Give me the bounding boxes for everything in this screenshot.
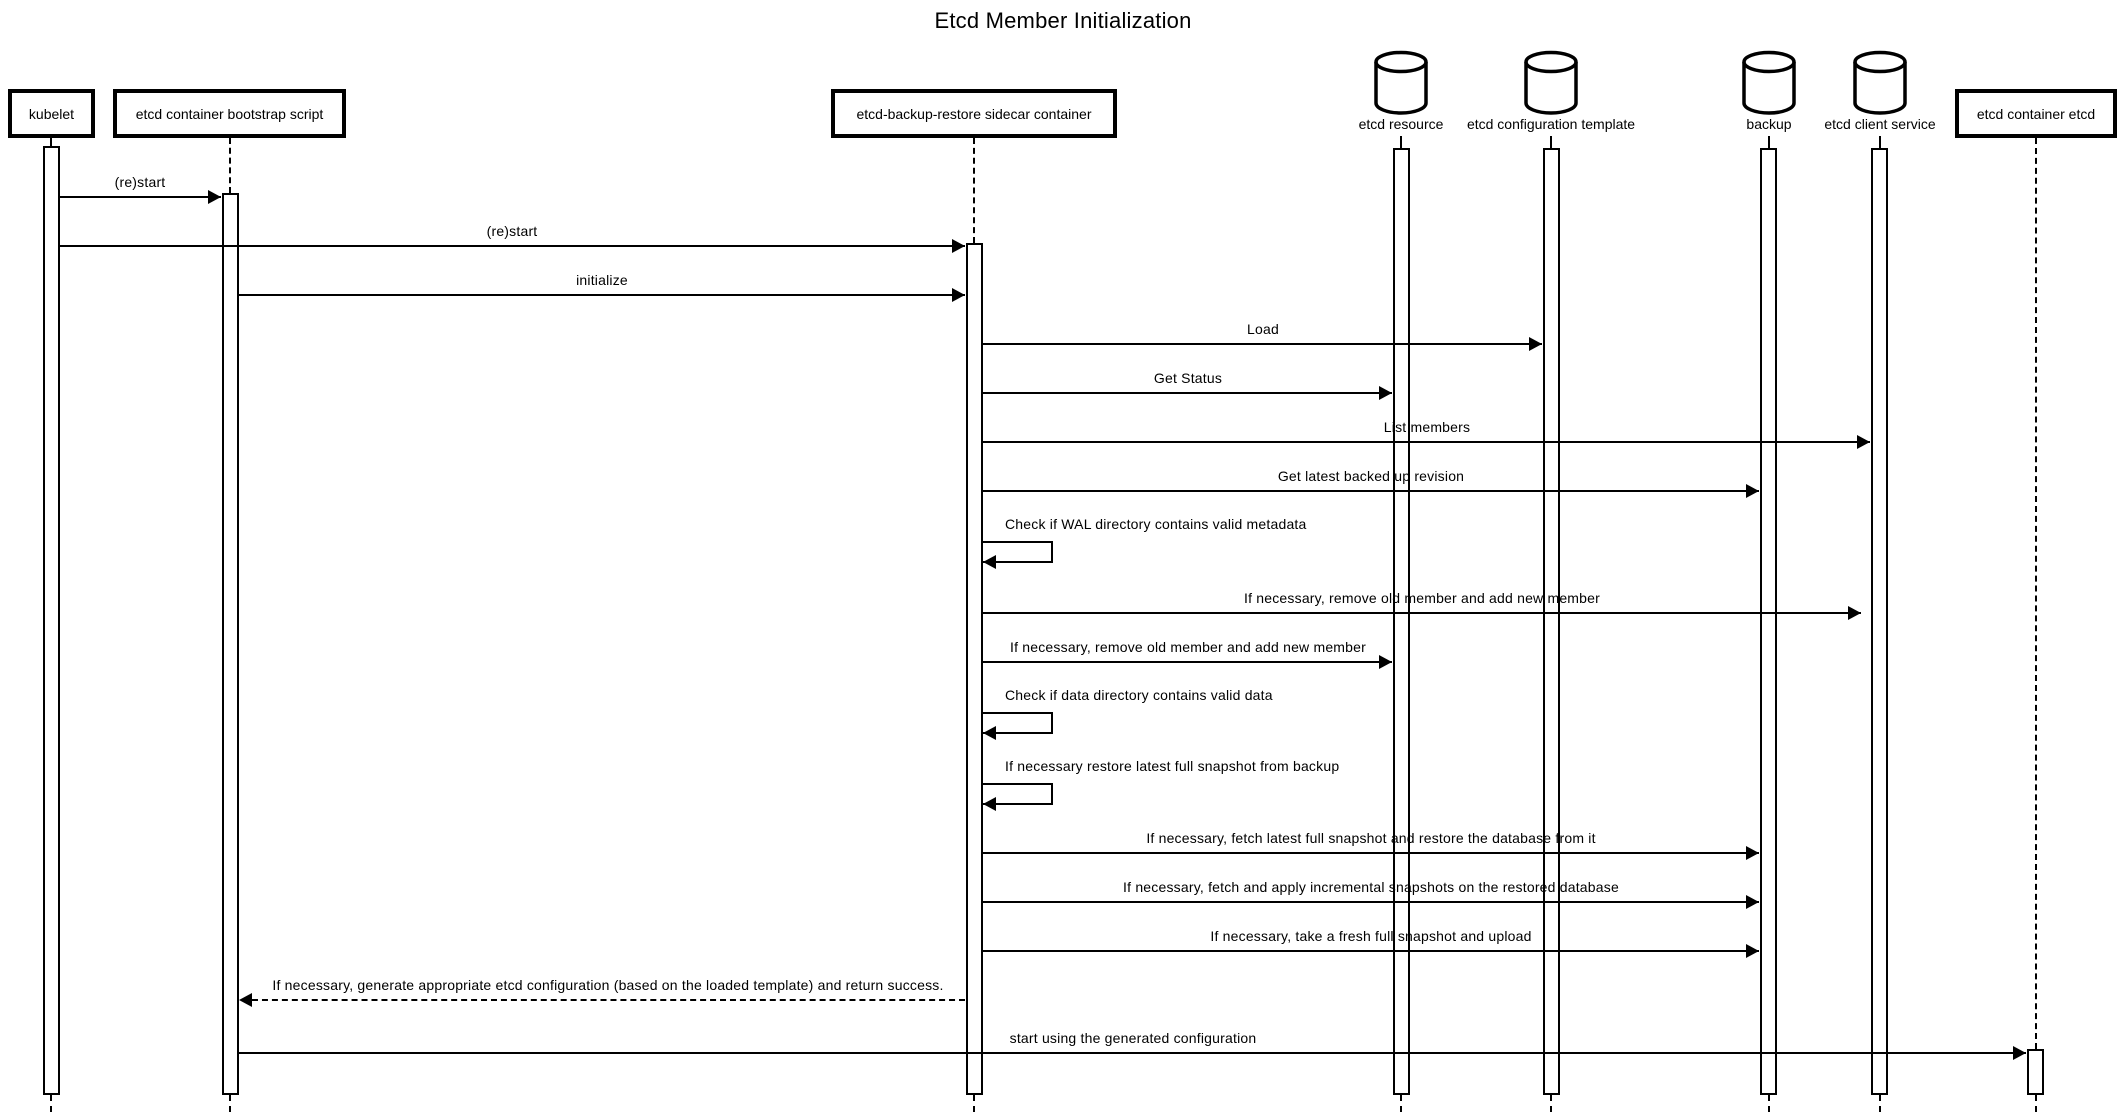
msg-get-latest-revision-arrowhead-icon xyxy=(1746,484,1759,498)
kubelet-activation-bar xyxy=(43,146,60,1095)
msg-start-using-configuration-label: start using the generated configuration xyxy=(1009,1030,1257,1046)
msg-generate-configuration-arrowhead-icon xyxy=(239,993,252,1007)
etcd-container-etcd-lifeline-end xyxy=(2035,1095,2037,1112)
msg-restart-sidecar-arrowhead-icon xyxy=(952,239,965,253)
msg-remove-add-member-resource-line xyxy=(983,661,1392,663)
participant-etcd-container-etcd-label: etcd container etcd xyxy=(1976,105,2096,122)
participant-backup-label: backup xyxy=(1746,116,1792,132)
msg-remove-add-member-resource-label: If necessary, remove old member and add new member xyxy=(1009,639,1367,655)
participant-etcd-container-etcd xyxy=(1955,89,2117,138)
msg-remove-add-member-resource-arrowhead-icon xyxy=(1379,655,1392,669)
sidecar-lifeline-end xyxy=(973,1095,975,1112)
msg-initialize-line xyxy=(239,294,965,296)
msg-get-latest-revision-line xyxy=(983,490,1759,492)
participant-sidecar-container-label: etcd-backup-restore sidecar container xyxy=(856,105,1092,122)
kubelet-lifeline-end xyxy=(50,1095,52,1112)
participant-bootstrap-script-label: etcd container bootstrap script xyxy=(135,105,324,122)
participant-kubelet-label: kubelet xyxy=(28,105,75,122)
msg-get-latest-revision-label: Get latest backed up revision xyxy=(1277,468,1465,484)
msg-apply-incremental-snapshots-label: If necessary, fetch and apply incremental snapshots on the restored database xyxy=(1123,879,1619,895)
msg-load-line xyxy=(983,343,1542,345)
etcd-resource-lifeline xyxy=(1400,136,1402,148)
msg-check-data-directory-label: Check if data directory contains valid data xyxy=(1005,687,1273,703)
etcd-config-template-lifeline xyxy=(1550,136,1552,148)
msg-check-wal-directory-label: Check if WAL directory contains valid metadata xyxy=(1005,516,1307,532)
etcd-config-template-activation-bar xyxy=(1543,148,1560,1095)
msg-generate-configuration-label: If necessary, generate appropriate etcd configuration (based on the loaded template) and return success. xyxy=(272,977,944,993)
database-icon-backup xyxy=(1742,50,1796,121)
msg-restart-sidecar-line xyxy=(60,245,965,247)
participant-etcd-resource-label: etcd resource xyxy=(1358,116,1444,132)
bootstrap-lifeline xyxy=(229,138,231,193)
msg-list-members-arrowhead-icon xyxy=(1857,435,1870,449)
msg-generate-configuration-line xyxy=(252,999,965,1001)
msg-get-status-line xyxy=(983,392,1392,394)
msg-load-arrowhead-icon xyxy=(1529,337,1542,351)
database-icon-etcd-config-template xyxy=(1524,50,1578,121)
msg-fetch-full-snapshot-arrowhead-icon xyxy=(1746,846,1759,860)
participant-etcd-client-service-label: etcd client service xyxy=(1824,116,1936,132)
etcd-client-service-lifeline-end xyxy=(1879,1095,1881,1112)
msg-get-status-arrowhead-icon xyxy=(1379,386,1392,400)
msg-fetch-full-snapshot-label: If necessary, fetch latest full snapshot and restore the database from it xyxy=(1146,830,1596,846)
msg-restore-snapshot-label: If necessary restore latest full snapshot from backup xyxy=(1005,758,1340,774)
msg-initialize-arrowhead-icon xyxy=(952,288,965,302)
database-icon-etcd-resource xyxy=(1374,50,1428,121)
backup-activation-bar xyxy=(1760,148,1777,1095)
sidecar-activation-bar xyxy=(966,243,983,1095)
msg-initialize-label: initialize xyxy=(576,272,628,288)
msg-start-using-configuration-arrowhead-icon xyxy=(2013,1046,2026,1060)
etcd-config-template-lifeline-end xyxy=(1550,1095,1552,1112)
etcd-resource-activation-bar xyxy=(1393,148,1410,1095)
msg-start-using-configuration-line xyxy=(239,1052,2026,1054)
msg-remove-add-member-client-arrowhead-icon xyxy=(1848,606,1861,620)
msg-list-members-line xyxy=(983,441,1870,443)
msg-get-status-label: Get Status xyxy=(1153,370,1223,386)
participant-kubelet xyxy=(8,89,95,138)
msg-restart-sidecar-label: (re)start xyxy=(486,223,538,239)
diagram-title: Etcd Member Initialization xyxy=(934,8,1192,33)
msg-restore-snapshot-arrowhead-icon xyxy=(983,797,996,811)
etcd-client-service-lifeline xyxy=(1879,136,1881,148)
msg-check-wal-directory-arrowhead-icon xyxy=(983,555,996,569)
bootstrap-activation-bar xyxy=(222,193,239,1095)
msg-check-data-directory-arrowhead-icon xyxy=(983,726,996,740)
msg-apply-incremental-snapshots-arrowhead-icon xyxy=(1746,895,1759,909)
msg-take-fresh-snapshot-line xyxy=(983,950,1759,952)
msg-restart-bootstrap-arrowhead-icon xyxy=(208,190,221,204)
msg-remove-add-member-client-label: If necessary, remove old member and add new member xyxy=(1243,590,1601,606)
participant-etcd-config-template-label: etcd configuration template xyxy=(1466,116,1636,132)
sidecar-lifeline xyxy=(973,138,975,243)
etcd-container-etcd-activation-bar xyxy=(2027,1049,2044,1095)
etcd-client-service-activation-bar xyxy=(1871,148,1888,1095)
msg-restart-bootstrap-label: (re)start xyxy=(114,174,166,190)
backup-lifeline-end xyxy=(1768,1095,1770,1112)
msg-restart-bootstrap-line xyxy=(60,196,221,198)
bootstrap-lifeline-end xyxy=(229,1095,231,1112)
msg-load-label: Load xyxy=(1247,321,1279,337)
participant-bootstrap-script xyxy=(113,89,346,138)
msg-take-fresh-snapshot-label: If necessary, take a fresh full snapshot and upload xyxy=(1210,928,1532,944)
database-icon-etcd-client-service xyxy=(1853,50,1907,121)
msg-fetch-full-snapshot-line xyxy=(983,852,1759,854)
msg-take-fresh-snapshot-arrowhead-icon xyxy=(1746,944,1759,958)
etcd-resource-lifeline-end xyxy=(1400,1095,1402,1112)
etcd-container-etcd-lifeline xyxy=(2035,138,2037,1049)
msg-remove-add-member-client-line xyxy=(983,612,1861,614)
msg-apply-incremental-snapshots-line xyxy=(983,901,1759,903)
backup-lifeline xyxy=(1768,136,1770,148)
participant-sidecar-container xyxy=(831,89,1117,138)
msg-list-members-label: List members xyxy=(1383,419,1471,435)
kubelet-lifeline xyxy=(50,138,52,146)
